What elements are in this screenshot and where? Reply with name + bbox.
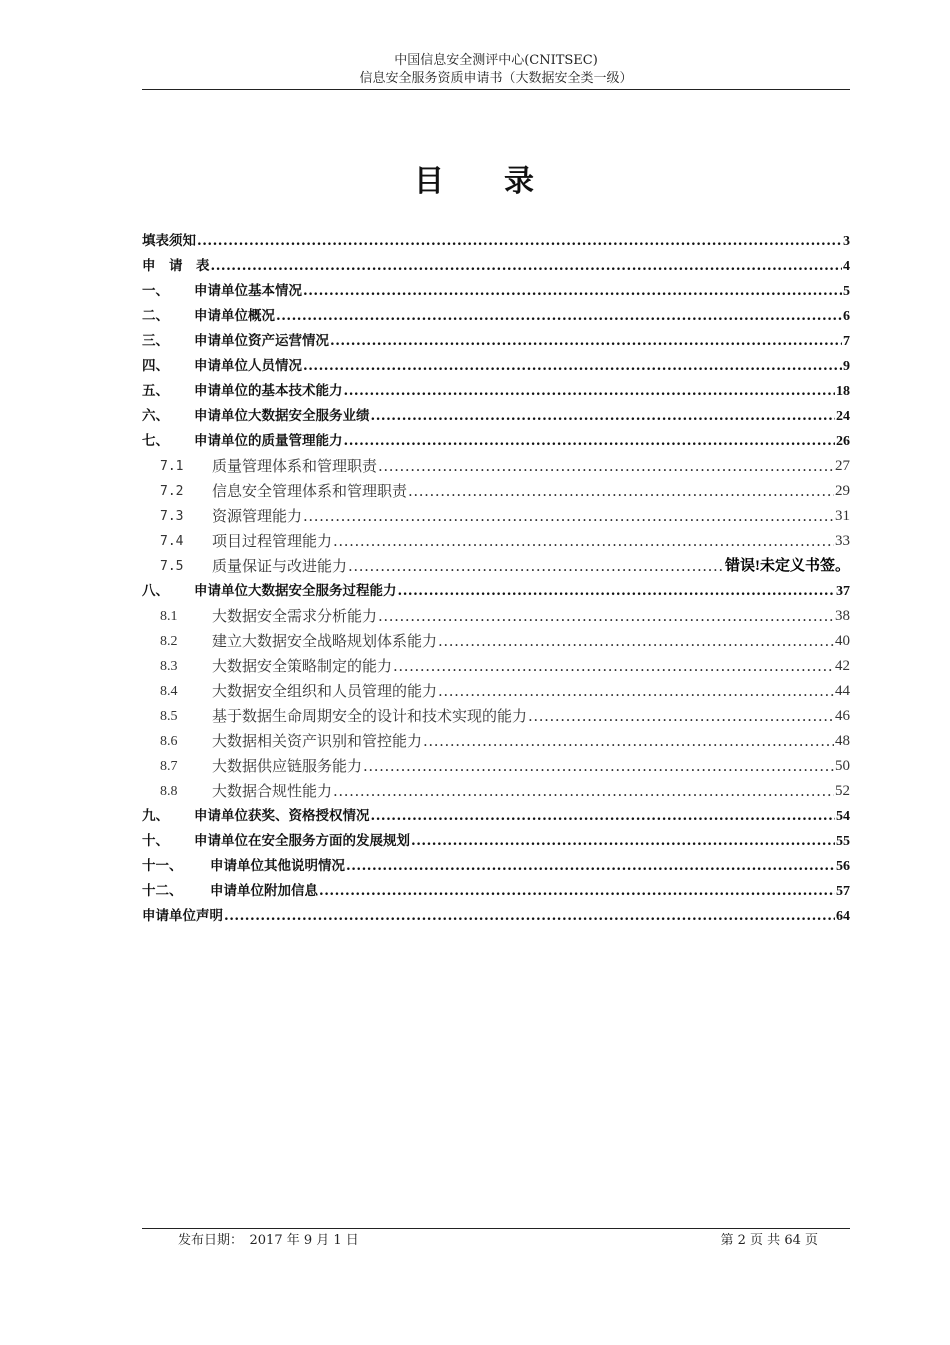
toc-entry-number: 8.6 [160,734,178,749]
toc-entry-number: 7.2 [160,484,184,499]
toc-entry-number: 一、 [142,283,169,299]
toc-leader-dots [398,582,836,601]
toc-entry-number: 五、 [142,383,169,399]
toc-leader-dots [393,657,834,676]
toc-entry-label: 质量管理体系和管理职责 [212,457,378,475]
toc-leader-dots [197,232,842,251]
toc-entry-page: 9 [843,359,850,374]
toc-entry[interactable] [142,776,850,801]
toc-entry[interactable] [142,826,850,851]
toc-entry[interactable] [142,451,850,476]
toc-entry-number: 7.4 [160,534,184,549]
header-rule [142,89,850,90]
toc-leader-dots [528,707,834,726]
toc-entry-page: 56 [836,859,850,874]
toc-entry[interactable] [142,226,850,251]
toc-entry-number: 8.3 [160,659,178,674]
toc-entry-page: 55 [836,834,850,849]
toc-entry-page: 5 [843,284,850,299]
toc-entry[interactable] [142,651,850,676]
toc-entry-number: 七、 [142,433,169,449]
toc-entry-label: 申请单位基本情况 [194,283,302,299]
table-of-contents [142,226,850,926]
toc-leader-dots [303,507,834,526]
toc-entry-label: 建立大数据安全战略规划体系能力 [212,632,438,650]
toc-entry-label: 大数据安全组织和人员管理的能力 [212,682,438,700]
toc-title-char1: 目 [414,164,446,199]
toc-entry-page: 4 [843,259,850,274]
page-number: 第 2 页 共 64 页 [720,1233,818,1248]
toc-entry-number: 8.4 [160,684,178,699]
toc-entry[interactable] [142,251,850,276]
header-org: 中国信息安全测评中心(CNITSEC) [394,53,598,68]
toc-entry-page: 29 [835,483,850,499]
toc-leader-dots [371,807,836,826]
toc-entry-number: 8.7 [160,759,178,774]
toc-entry-label: 质量保证与改进能力 [212,557,348,575]
toc-entry-label: 申请单位附加信息 [210,883,318,899]
toc-entry-page: 31 [835,508,850,524]
toc-entry[interactable] [142,476,850,501]
toc-leader-dots [344,382,836,401]
toc-entry-page: 33 [835,533,850,549]
toc-entry-label: 申请单位资产运营情况 [194,333,329,349]
toc-entry-number: 九、 [142,808,169,824]
toc-title-char2: 录 [504,164,536,199]
release-date: 发布日期： 2017 年 9 月 1 日 [178,1233,359,1248]
toc-entry-label: 大数据安全需求分析能力 [212,607,378,625]
page-footer [178,1232,818,1250]
toc-entry-number: 8.5 [160,709,178,724]
toc-entry[interactable] [142,876,850,901]
toc-entry-label: 资源管理能力 [212,507,303,525]
toc-entry-label: 申请单位概况 [194,308,275,324]
toc-entry-page: 64 [836,909,850,924]
toc-entry-number: 7.3 [160,509,184,524]
toc-entry[interactable] [142,601,850,626]
toc-entry[interactable] [142,501,850,526]
toc-entry-label: 申请单位的质量管理能力 [194,433,343,449]
toc-entry-page: 6 [843,309,850,324]
toc-entry-label: 申请单位在安全服务方面的发展规划 [194,833,410,849]
toc-entry[interactable] [142,301,850,326]
toc-entry-label: 填表须知 [142,233,196,249]
toc-entry-page: 7 [843,334,850,349]
toc-entry-page: 40 [835,633,850,649]
toc-entry-page: 24 [836,409,850,424]
toc-entry-page: 42 [835,658,850,674]
toc-entry-number: 二、 [142,308,169,324]
toc-leader-dots [371,407,836,426]
toc-entry-page: 18 [836,384,850,399]
toc-entry-label: 项目过程管理能力 [212,532,333,550]
toc-leader-dots [363,757,834,776]
toc-entry[interactable] [142,701,850,726]
toc-entry[interactable] [142,751,850,776]
toc-entry-label: 申请单位大数据安全服务业绩 [194,408,370,424]
header-doc-title: 信息安全服务资质申请书（大数据安全类一级） [359,71,633,86]
toc-entry-number: 十一、 [142,858,183,874]
toc-entry[interactable] [142,401,850,426]
toc-entry-label: 申请单位声明 [142,908,223,924]
toc-entry-number: 7.5 [160,559,184,574]
toc-entry[interactable] [142,726,850,751]
toc-entry-page: 57 [836,884,850,899]
toc-leader-dots [224,907,835,926]
toc-entry-page: 46 [835,708,850,724]
toc-entry-number: 六、 [142,408,169,424]
toc-entry-page: 48 [835,733,850,749]
toc-entry-label: 申请单位大数据安全服务过程能力 [194,583,397,599]
toc-entry[interactable] [142,801,850,826]
toc-entry[interactable] [142,426,850,451]
toc-leader-dots [333,532,834,551]
toc-entry[interactable] [142,376,850,401]
toc-entry-number: 十、 [142,833,169,849]
toc-entry[interactable] [142,326,850,351]
toc-entry-number: 十二、 [142,883,183,899]
toc-leader-dots [330,332,842,351]
toc-entry-page: 38 [835,608,850,624]
toc-entry-label: 信息安全管理体系和管理职责 [212,482,408,500]
toc-entry-label: 申请单位其他说明情况 [210,858,345,874]
toc-leader-dots [319,882,835,901]
toc-entry-page: 44 [835,683,850,699]
toc-leader-dots [333,782,834,801]
toc-leader-dots [303,357,842,376]
toc-entry-page: 37 [836,584,850,599]
toc-leader-dots [408,482,834,501]
toc-entry-label: 申请单位获奖、资格授权情况 [194,808,370,824]
page-header [142,52,850,88]
toc-entry-page: 27 [835,458,850,474]
toc-entry-page: 错误!未定义书签。 [725,558,850,574]
toc-entry-number: 八、 [142,583,169,599]
toc-entry-label: 大数据相关资产识别和管控能力 [212,732,423,750]
toc-entry-page: 50 [835,758,850,774]
toc-entry[interactable] [142,626,850,651]
toc-entry[interactable] [142,851,850,876]
toc-entry-page: 54 [836,809,850,824]
toc-entry-label: 大数据合规性能力 [212,782,333,800]
toc-entry-number: 8.2 [160,634,178,649]
footer-rule [142,1228,850,1229]
toc-entry-number: 8.1 [160,609,178,624]
toc-leader-dots [348,557,724,576]
toc-entry-number: 三、 [142,333,169,349]
toc-entry[interactable] [142,351,850,376]
toc-entry-label: 大数据供应链服务能力 [212,757,363,775]
toc-leader-dots [346,857,835,876]
toc-entry-number: 8.8 [160,784,178,799]
toc-leader-dots [411,832,835,851]
toc-leader-dots [303,282,842,301]
toc-entry[interactable] [142,676,850,701]
toc-entry-label: 基于数据生命周期安全的设计和技术实现的能力 [212,707,528,725]
toc-entry-number: 7.1 [160,459,184,474]
toc-entry-page: 26 [836,434,850,449]
toc-leader-dots [378,457,834,476]
toc-leader-dots [378,607,834,626]
toc-entry[interactable] [142,276,850,301]
toc-entry-page: 52 [835,783,850,799]
toc-leader-dots [438,682,834,701]
toc-entry[interactable] [142,526,850,551]
toc-title [0,156,950,200]
toc-leader-dots [211,257,843,276]
toc-entry-label: 申请单位的基本技术能力 [194,383,343,399]
toc-entry-number: 四、 [142,358,169,374]
toc-entry-label: 大数据安全策略制定的能力 [212,657,393,675]
toc-entry[interactable] [142,901,850,926]
toc-entry[interactable] [142,576,850,601]
toc-entry-label: 申 请 表 [142,258,210,274]
toc-leader-dots [344,432,836,451]
toc-leader-dots [276,307,842,326]
toc-entry-page: 3 [843,234,850,249]
toc-entry-label: 申请单位人员情况 [194,358,302,374]
toc-leader-dots [438,632,834,651]
toc-leader-dots [423,732,834,751]
toc-entry[interactable] [142,551,850,576]
